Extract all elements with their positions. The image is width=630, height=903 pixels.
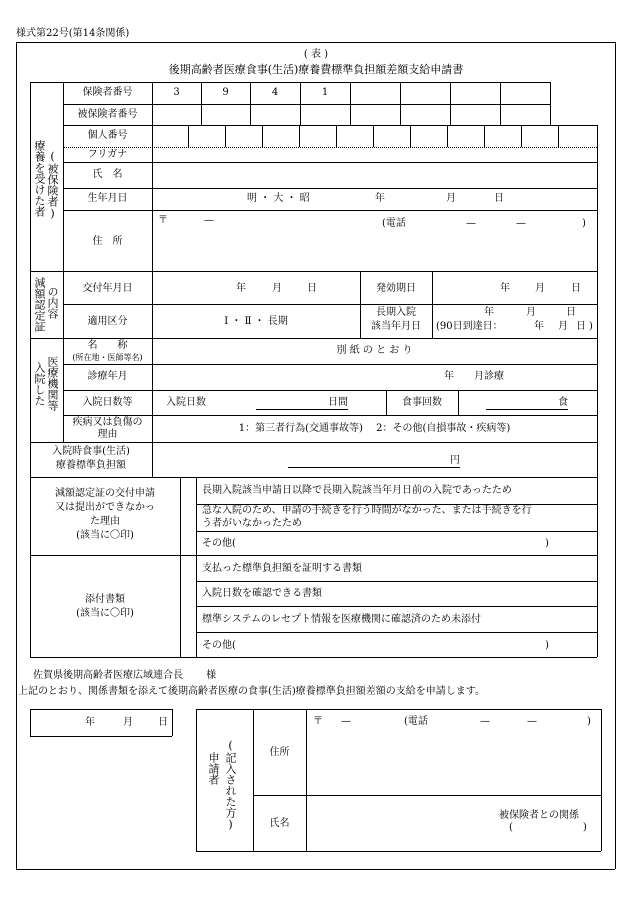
- insurer-digit-3: 4: [271, 87, 279, 98]
- furigana-label: フリガナ: [87, 149, 128, 160]
- treatment-month-label: 診療年月: [87, 371, 128, 382]
- insurer-digit-1: 3: [173, 87, 180, 98]
- birthdate-eras[interactable]: 明 ・ 大 ・ 昭: [247, 193, 310, 204]
- form-side: ( 表 ): [303, 49, 329, 60]
- category-value[interactable]: Ⅰ ・ Ⅱ ・ 長期: [224, 316, 288, 327]
- form-number: 様式第22号(第14条関係): [16, 28, 130, 39]
- effective-month: 月: [535, 283, 545, 294]
- furigana-field[interactable]: [153, 148, 596, 161]
- reason-mark-1[interactable]: [181, 478, 195, 503]
- reason-option-3: その他(: [202, 538, 236, 549]
- applicant-address-label: 住所: [269, 747, 290, 758]
- date-day: 日: [158, 717, 168, 728]
- attachment-option-4-close: ): [545, 640, 549, 651]
- birthdate-year: 年: [375, 193, 385, 204]
- arrival-day: 日: [576, 321, 586, 332]
- birthdate-month: 月: [446, 193, 456, 204]
- reduction-cert-label: 減額認定証: [33, 277, 46, 332]
- arrival-year: 年: [534, 321, 544, 332]
- issue-date-label: 交付年月日: [82, 283, 133, 294]
- long-term-day: 日: [566, 307, 576, 318]
- hospital-name-sub: (所在地・医師等名): [72, 353, 143, 362]
- date-month: 月: [123, 717, 133, 728]
- attachments-label-1: 添付書類: [85, 594, 125, 605]
- insurer-digit-2: 9: [222, 87, 229, 98]
- phone-dash-1: —: [466, 218, 476, 229]
- arrival-month: 月: [558, 321, 568, 332]
- applicant-phone-close: ): [587, 716, 591, 727]
- days-inner-label: 入院日数: [166, 397, 206, 408]
- attachment-option-2: 入院日数を確認できる書類: [202, 588, 322, 599]
- insured-number-field[interactable]: [153, 105, 549, 124]
- long-term-year: 年: [484, 307, 494, 318]
- reason-option-2: 急な入院のため、申請の手続きを行う時間がなかった、または手続きを行: [202, 505, 532, 516]
- phone-open: (電話: [382, 218, 406, 229]
- date-year: 年: [85, 717, 95, 728]
- treatment-month-value[interactable]: 年 月診療: [444, 371, 504, 382]
- attachment-mark-3[interactable]: [181, 607, 195, 631]
- reason-mark-2[interactable]: [181, 505, 195, 530]
- hospital-name-label: 名 称: [87, 340, 128, 351]
- attachment-option-3: 標準システムのレセプト情報を医療機関に確認済のため未添付: [202, 614, 481, 625]
- hospital-days-label: 入院日数等: [82, 397, 133, 408]
- hospital-name-value: 別 紙 の と お り: [336, 345, 413, 356]
- attachment-mark-4[interactable]: [181, 633, 195, 656]
- hospital-section-label: 入院した: [33, 362, 46, 406]
- reason-option-2-cont: う者がいなかったため: [202, 518, 302, 529]
- meal-cost-input[interactable]: 円: [288, 455, 460, 468]
- issue-day: 日: [307, 283, 317, 294]
- attachment-mark-1[interactable]: [181, 556, 195, 580]
- applicant-postal-mark: 〒: [313, 716, 323, 727]
- attachment-option-4: その他(: [202, 640, 236, 651]
- phone-close: ): [582, 218, 586, 229]
- reduction-cert-sub-label: の内容: [46, 286, 59, 319]
- reason-mark-3[interactable]: [181, 532, 195, 554]
- birthdate-day: 日: [494, 193, 504, 204]
- relation-label: 被保険者との関係: [499, 810, 579, 821]
- personal-number-label: 個人番号: [87, 130, 128, 141]
- relation-field[interactable]: ( ): [509, 822, 587, 833]
- long-term-label-1: 長期入院: [376, 307, 416, 318]
- reason-label-1: 減額認定証の交付申請: [55, 488, 155, 499]
- insurer-digit-4: 1: [321, 87, 329, 98]
- postal-mark: 〒: [158, 215, 168, 226]
- meals-input[interactable]: 食: [486, 397, 568, 410]
- applicant-phone-dash-1: —: [480, 716, 490, 727]
- address-field[interactable]: [153, 230, 596, 270]
- reason-label-3: た理由: [90, 516, 120, 527]
- category-label: 適用区分: [87, 316, 128, 327]
- long-term-label-2: 該当年月日: [371, 321, 421, 332]
- addressee: 佐賀県後期高齢者医療広域連合長 様: [33, 670, 217, 681]
- applicant-phone-dash-2: —: [527, 716, 537, 727]
- name-label: 氏 名: [92, 169, 123, 180]
- hospital-sub-label: 医療機関等: [46, 356, 59, 411]
- effective-date-label: 発効期日: [376, 283, 416, 294]
- reason-label-4: (該当に〇印): [76, 530, 134, 541]
- meal-cost-label-2: 療養標準負担額: [56, 460, 126, 471]
- days-input[interactable]: 日間: [256, 397, 348, 410]
- applicant-phone-open: (電話: [404, 716, 428, 727]
- personal-number-field[interactable]: [153, 126, 596, 146]
- patient-section-label: 療養を受けた者: [33, 140, 46, 217]
- reason-option-3-close: ): [545, 538, 549, 549]
- applicant-name-label: 氏名: [269, 818, 290, 829]
- arrival-note: (90日到達日：: [436, 321, 503, 332]
- issue-year: 年: [236, 283, 246, 294]
- patient-sub-label: (被保険者): [46, 150, 59, 220]
- insurer-number-label: 保険者番号: [82, 87, 133, 98]
- attachment-option-1: 支払った標準負担額を証明する書類: [202, 563, 362, 574]
- applicant-label: 申請者: [207, 752, 220, 785]
- declaration: 上記のとおり、関係書類を添えて後期高齢者医療の食事(生活)療養標準負担額差額の支給を申請します。: [18, 686, 486, 697]
- cause-label-2: 理由: [97, 429, 118, 440]
- meals-label: 食事回数: [402, 397, 442, 408]
- applicant-address-field[interactable]: [307, 732, 600, 794]
- address-label: 住 所: [92, 236, 123, 247]
- long-term-month: 月: [526, 307, 536, 318]
- issue-month: 月: [272, 283, 282, 294]
- birthdate-label: 生年月日: [87, 193, 128, 204]
- reason-option-1: 長期入院該当申請日以降で長期入院該当年月日前の入院であったため: [202, 485, 512, 496]
- name-field[interactable]: [153, 163, 596, 187]
- effective-year: 年: [500, 283, 510, 294]
- applicant-postal-dash: —: [341, 716, 351, 727]
- applicant-sub-label: (記入された方): [224, 739, 237, 831]
- arrival-close: ): [589, 321, 593, 332]
- reason-label-2: 又は提出ができなかっ: [55, 502, 155, 513]
- postal-dash: —: [204, 215, 214, 226]
- phone-dash-2: —: [516, 218, 526, 229]
- cause-value[interactable]: 1：第三者行為(交通事故等) 2：その他(自損事故・疾病等): [238, 423, 511, 434]
- date-field[interactable]: [31, 710, 171, 735]
- meal-cost-label-1: 入院時食事(生活): [52, 446, 130, 457]
- attachment-mark-2[interactable]: [181, 582, 195, 605]
- cause-label-1: 疾病又は負傷の: [72, 417, 143, 428]
- applicant-name-field[interactable]: [307, 796, 487, 850]
- effective-day: 日: [571, 283, 581, 294]
- attachments-label-2: (該当に〇印): [76, 608, 134, 619]
- insured-number-label: 被保険者番号: [77, 109, 138, 120]
- form-title: 後期高齢者医療食事(生活)療養費標準負担額差額支給申請書: [168, 63, 464, 76]
